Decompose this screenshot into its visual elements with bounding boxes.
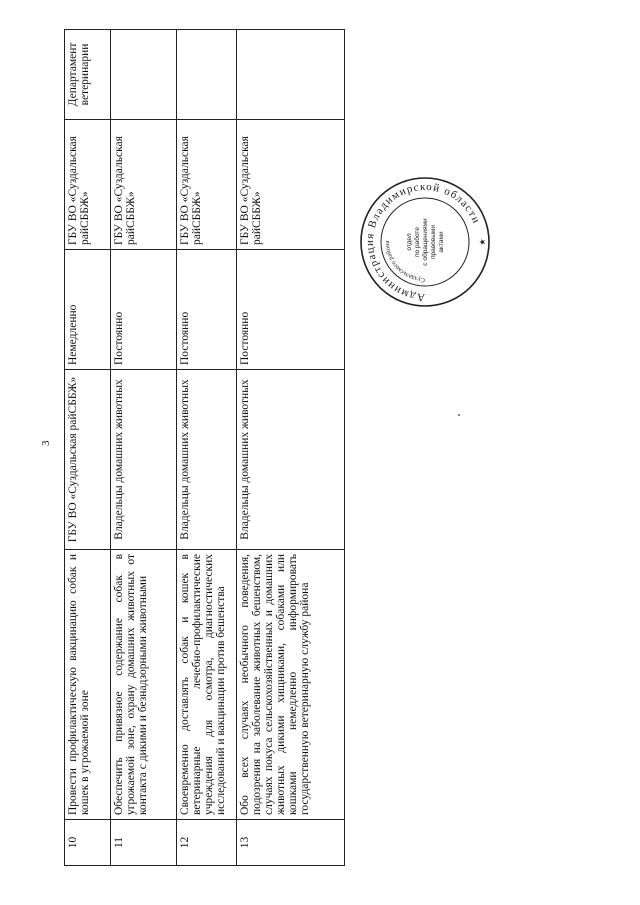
measure-text: Обеспечить привязное содержание собак в угрожаемой зоне, охрану домашних животных от контакта с дикими и безнадзорными животными — [111, 550, 177, 820]
term-cell: Постоянно — [237, 250, 345, 370]
executor-cell: Владельцы домашних животных — [237, 370, 345, 550]
control-cell — [177, 30, 237, 120]
seal-line: правовыми — [430, 225, 437, 259]
official-seal — [355, 172, 495, 312]
page-number: 3 — [40, 440, 52, 446]
star-icon: ★ — [478, 238, 487, 246]
table-row — [111, 30, 177, 866]
term-cell: Постоянно — [111, 250, 177, 370]
executor-cell: Владельцы домашних животных — [177, 370, 237, 550]
responsible-cell: ГБУ ВО «Суздальская райСББЖ» — [65, 120, 111, 250]
executor-cell: ГБУ ВО «Суздальская райСББЖ» — [65, 370, 111, 550]
control-cell: Департамент ветеринарии — [65, 30, 111, 120]
responsible-cell: ГБУ ВО «Суздальская райСББЖ» — [177, 120, 237, 250]
control-cell — [237, 30, 345, 120]
seal-line: с обращениями — [422, 218, 429, 266]
seal-line: актами — [438, 231, 445, 253]
seal-line: по работе — [414, 227, 421, 257]
term-cell: Немедленно — [65, 250, 111, 370]
seal-inner-text: Суздальского района — [383, 240, 426, 284]
row-number: 11 — [111, 820, 177, 866]
responsible-cell: ГБУ ВО «Суздальская райСББЖ» — [111, 120, 177, 250]
measure-text: Обо всех случаях необычного поведения, подозрения на заболевание животных бешенством, случаях покуса сельскохозяйственных и домашних животных дикими хищниками, собаками или кошками немедленно информировать государственную ветеринарную службу района — [237, 550, 345, 820]
table-row — [237, 30, 345, 866]
seal-line: отдел — [406, 233, 413, 251]
row-number: 12 — [177, 820, 237, 866]
executor-cell: Владельцы домашних животных — [111, 370, 177, 550]
measure-text: Своевременно доставлять собак и кошек в ветеринарные лечебно-профилактические учреждения для осмотра, диагностических исследований и вакцинации против бешенства — [177, 550, 237, 820]
table-row — [65, 30, 111, 866]
term-cell: Постоянно — [177, 250, 237, 370]
seal-outer-text: Администрация Владимирской области — [363, 180, 483, 304]
measures-table — [64, 30, 344, 866]
row-number: 13 — [237, 820, 345, 866]
responsible-cell: ГБУ ВО «Суздальская райСББЖ» — [237, 120, 345, 250]
scan-speck — [458, 414, 460, 416]
table-row — [177, 30, 237, 866]
control-cell — [111, 30, 177, 120]
row-number: 10 — [65, 820, 111, 866]
measure-text: Провести профилактическую вакцинацию собак и кошек в угрожаемой зоне — [65, 550, 111, 820]
